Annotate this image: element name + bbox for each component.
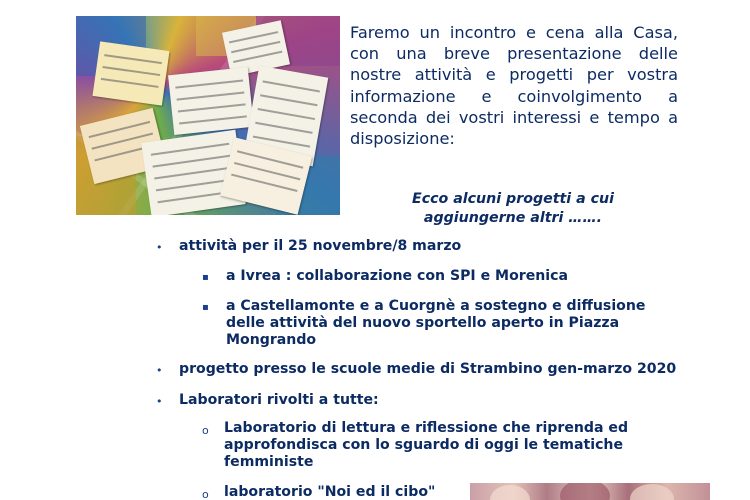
projects-subheading bbox=[366, 190, 660, 227]
subheading-line-1: Ecco alcuni progetti a cui bbox=[412, 191, 614, 207]
bullet-dot: • bbox=[156, 241, 163, 254]
project-item-scuole-medie: progetto presso le scuole medie di Strambino gen-marzo 2020 bbox=[179, 361, 677, 377]
flyers-photo bbox=[76, 16, 340, 215]
bottom-photo bbox=[470, 483, 710, 500]
bullet-circle: o bbox=[202, 424, 209, 437]
project-item-laboratori: Laboratori rivolti a tutte: bbox=[179, 392, 379, 408]
intro-paragraph: Faremo un incontro e cena alla Casa, con una breve presentazione delle nostre attività e progetti per vostra informazione e coinvolgimento a seconda dei vostri interessi e tempo a disposizione: bbox=[350, 23, 678, 149]
lab-subitem-lettura: Laboratorio di lettura e riflessione che riprenda ed approfondisca con lo sguardo di oggi le tematiche femministe bbox=[224, 420, 629, 470]
project-subitem-castellamonte: a Castellamonte e a Cuorgnè a sostegno e diffusione delle attività del nuovo sportello aperto in Piazza Mongrando bbox=[226, 298, 646, 348]
lab-subitem-cibo: laboratorio "Noi ed il cibo" bbox=[224, 484, 436, 500]
subheading-line-2: aggiungerne altri ……. bbox=[423, 209, 603, 226]
bullet-dot: • bbox=[156, 364, 163, 377]
bullet-dot: • bbox=[156, 395, 163, 408]
bullet-circle: o bbox=[202, 488, 209, 500]
bullet-square: ▪ bbox=[202, 302, 209, 313]
bullet-square: ▪ bbox=[202, 272, 209, 283]
project-item-25-novembre: attività per il 25 novembre/8 marzo bbox=[179, 238, 462, 254]
project-subitem-ivrea: a Ivrea : collaborazione con SPI e Morenica bbox=[226, 268, 568, 284]
